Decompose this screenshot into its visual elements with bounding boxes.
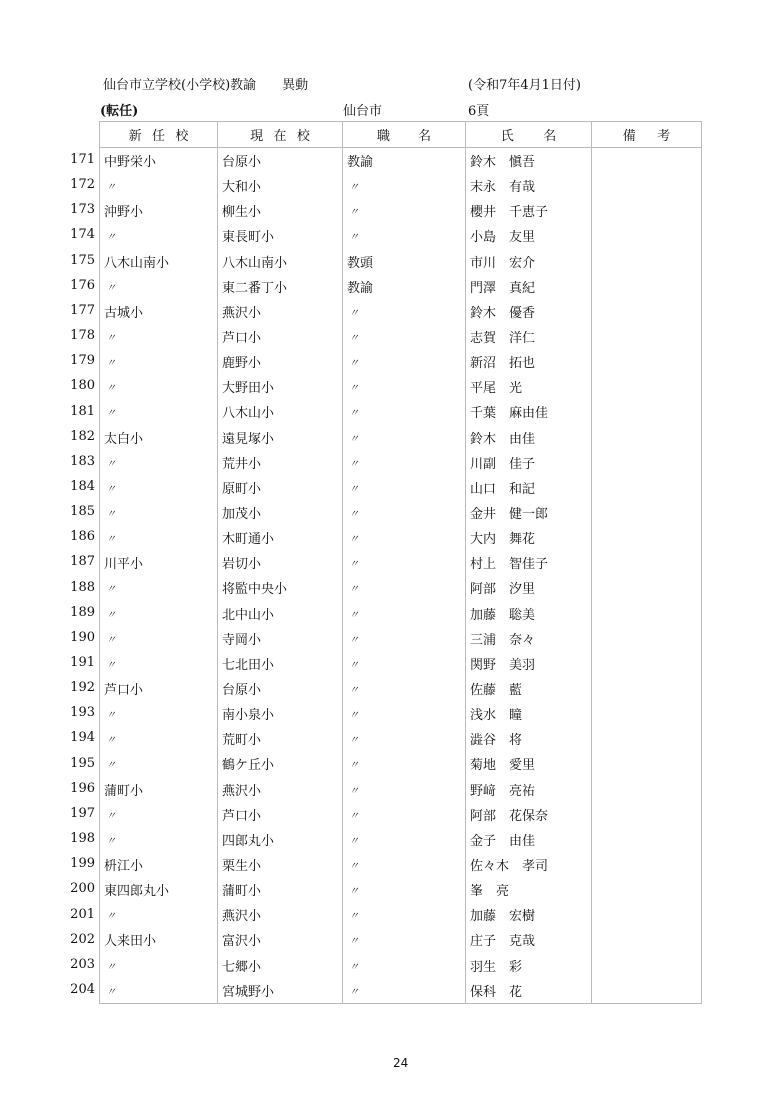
cell-current-school: 燕沢小 <box>218 299 343 324</box>
row-number: 175 <box>70 252 95 268</box>
cell-position: 〃 <box>343 902 466 927</box>
cell-new-school: 〃 <box>100 726 218 751</box>
cell-position: 〃 <box>343 374 466 399</box>
column-header-label: 新任校 <box>128 129 199 144</box>
cell-name: 佐々木 孝司 <box>466 852 592 877</box>
cell-position: 〃 <box>343 802 466 827</box>
cell-position: 〃 <box>343 777 466 802</box>
cell-new-school: 〃 <box>100 274 218 299</box>
cell-current-school: 将監中央小 <box>218 575 343 600</box>
cell-position: 〃 <box>343 550 466 575</box>
cell-position: 〃 <box>343 852 466 877</box>
cell-remarks <box>592 249 702 274</box>
cell-current-school: 南小泉小 <box>218 701 343 726</box>
table-row <box>100 274 702 299</box>
row-number: 181 <box>70 403 95 419</box>
cell-position: 〃 <box>343 827 466 852</box>
cell-position: 〃 <box>343 399 466 424</box>
cell-new-school: 〃 <box>100 827 218 852</box>
table-row <box>100 927 702 952</box>
cell-new-school: 中野栄小 <box>100 148 218 174</box>
cell-current-school: 七郷小 <box>218 953 343 978</box>
cell-name: 加藤 宏樹 <box>466 902 592 927</box>
cell-name: 志賀 洋仁 <box>466 324 592 349</box>
table-row <box>100 827 702 852</box>
cell-current-school: 岩切小 <box>218 550 343 575</box>
row-number: 185 <box>70 504 95 520</box>
row-number: 188 <box>70 579 95 595</box>
table-row <box>100 349 702 374</box>
cell-new-school: 古城小 <box>100 299 218 324</box>
table-row <box>100 575 702 600</box>
row-number: 174 <box>70 227 95 243</box>
row-number: 203 <box>70 956 95 972</box>
cell-remarks <box>592 475 702 500</box>
table-row <box>100 651 702 676</box>
cell-position: 〃 <box>343 927 466 952</box>
cell-position: 〃 <box>343 198 466 223</box>
table-row <box>100 751 702 776</box>
cell-name: 川副 佳子 <box>466 450 592 475</box>
column-header-char: 名 <box>417 129 431 144</box>
cell-current-school: 大和小 <box>218 173 343 198</box>
cell-position: 〃 <box>343 751 466 776</box>
cell-current-school: 八木山小 <box>218 399 343 424</box>
table-row <box>100 148 702 174</box>
cell-remarks <box>592 450 702 475</box>
cell-name: 浅水 瞳 <box>466 701 592 726</box>
cell-remarks <box>592 575 702 600</box>
cell-new-school: 〃 <box>100 751 218 776</box>
cell-new-school: 〃 <box>100 374 218 399</box>
table-row <box>100 500 702 525</box>
cell-new-school: 蒲町小 <box>100 777 218 802</box>
table-row <box>100 450 702 475</box>
cell-name: 野﨑 亮祐 <box>466 777 592 802</box>
cell-remarks <box>592 978 702 1004</box>
cell-new-school: 八木山南小 <box>100 249 218 274</box>
category-label: (転任) <box>100 104 139 119</box>
cell-current-school: 四郎丸小 <box>218 827 343 852</box>
cell-remarks <box>592 902 702 927</box>
column-header-position <box>343 122 466 148</box>
cell-current-school: 宮城野小 <box>218 978 343 1004</box>
cell-position: 〃 <box>343 349 466 374</box>
cell-current-school: 七北田小 <box>218 651 343 676</box>
cell-new-school: 〃 <box>100 978 218 1004</box>
cell-remarks <box>592 525 702 550</box>
column-header-char: 名 <box>543 129 557 144</box>
cell-current-school: 木町通小 <box>218 525 343 550</box>
table-row <box>100 173 702 198</box>
cell-name: 阿部 汐里 <box>466 575 592 600</box>
cell-new-school: 枡江小 <box>100 852 218 877</box>
cell-remarks <box>592 852 702 877</box>
table-row <box>100 299 702 324</box>
cell-remarks <box>592 751 702 776</box>
table-row <box>100 324 702 349</box>
cell-position: 〃 <box>343 726 466 751</box>
cell-name: 羽生 彩 <box>466 953 592 978</box>
column-header-new-school <box>100 122 218 148</box>
cell-current-school: 栗生小 <box>218 852 343 877</box>
column-header-char: 備 <box>622 129 636 144</box>
cell-position: 〃 <box>343 601 466 626</box>
table-row <box>100 425 702 450</box>
cell-current-school: 富沢小 <box>218 927 343 952</box>
cell-position: 教諭 <box>343 274 466 299</box>
cell-position: 〃 <box>343 676 466 701</box>
cell-current-school: 蒲町小 <box>218 877 343 902</box>
row-number: 171 <box>70 152 95 167</box>
cell-name: 小島 友里 <box>466 223 592 248</box>
cell-position: 〃 <box>343 324 466 349</box>
cell-current-school: 芦口小 <box>218 802 343 827</box>
row-number: 178 <box>70 328 95 344</box>
column-header-label: 現在校 <box>250 129 321 144</box>
cell-name: 山口 和記 <box>466 475 592 500</box>
cell-current-school: 東二番丁小 <box>218 274 343 299</box>
cell-name: 菊地 愛里 <box>466 751 592 776</box>
cell-current-school: 加茂小 <box>218 500 343 525</box>
cell-position: 〃 <box>343 475 466 500</box>
cell-new-school: 〃 <box>100 349 218 374</box>
table-row <box>100 550 702 575</box>
row-number: 194 <box>70 730 95 746</box>
cell-name: 庄子 克哉 <box>466 927 592 952</box>
table-row <box>100 978 702 1004</box>
table-row <box>100 953 702 978</box>
column-header-remarks <box>592 122 702 148</box>
cell-name: 阿部 花保奈 <box>466 802 592 827</box>
table-row <box>100 777 702 802</box>
cell-remarks <box>592 173 702 198</box>
table-row <box>100 223 702 248</box>
cell-name: 鈴木 優香 <box>466 299 592 324</box>
row-number: 204 <box>70 981 95 997</box>
cell-position: 〃 <box>343 525 466 550</box>
cell-new-school: 〃 <box>100 223 218 248</box>
cell-new-school: 〃 <box>100 701 218 726</box>
cell-remarks <box>592 324 702 349</box>
row-number: 177 <box>70 302 95 318</box>
cell-name: 新沼 拓也 <box>466 349 592 374</box>
table-row <box>100 701 702 726</box>
cell-name: 千葉 麻由佳 <box>466 399 592 424</box>
row-number: 191 <box>70 655 95 670</box>
page-number: 24 <box>393 1056 409 1070</box>
page-ref: 6頁 <box>468 104 490 119</box>
cell-new-school: 〃 <box>100 399 218 424</box>
cell-position: 〃 <box>343 223 466 248</box>
cell-new-school: 〃 <box>100 601 218 626</box>
cell-remarks <box>592 399 702 424</box>
table-row <box>100 198 702 223</box>
table-row <box>100 601 702 626</box>
row-number: 193 <box>70 705 95 721</box>
row-number: 196 <box>70 780 95 796</box>
cell-remarks <box>592 550 702 575</box>
cell-current-school: 鶴ケ丘小 <box>218 751 343 776</box>
row-number: 184 <box>70 478 95 494</box>
cell-new-school: 〃 <box>100 324 218 349</box>
column-header-current-school <box>218 122 343 148</box>
cell-remarks <box>592 374 702 399</box>
column-header-char: 氏 <box>500 129 514 144</box>
cell-current-school: 寺岡小 <box>218 626 343 651</box>
cell-current-school: 北中山小 <box>218 601 343 626</box>
cell-remarks <box>592 927 702 952</box>
cell-remarks <box>592 198 702 223</box>
city-label: 仙台市 <box>343 104 383 119</box>
cell-remarks <box>592 777 702 802</box>
cell-current-school: 荒町小 <box>218 726 343 751</box>
cell-new-school: 〃 <box>100 626 218 651</box>
cell-position: 教諭 <box>343 148 466 174</box>
cell-current-school: 八木山南小 <box>218 249 343 274</box>
cell-name: 市川 宏介 <box>466 249 592 274</box>
row-number: 201 <box>70 906 95 922</box>
cell-name: 鈴木 愼吾 <box>466 148 592 174</box>
cell-new-school: 〃 <box>100 802 218 827</box>
row-number: 190 <box>70 629 95 645</box>
row-number: 172 <box>70 177 95 193</box>
row-number: 199 <box>70 856 95 872</box>
cell-new-school: 芦口小 <box>100 676 218 701</box>
cell-name: 関野 美羽 <box>466 651 592 676</box>
column-header-char: 職 <box>376 129 390 144</box>
table-row <box>100 399 702 424</box>
cell-current-school: 柳生小 <box>218 198 343 223</box>
row-number: 186 <box>70 529 95 545</box>
cell-current-school: 遠見塚小 <box>218 425 343 450</box>
column-header-char: 考 <box>657 129 671 144</box>
cell-name: 峯 亮 <box>466 877 592 902</box>
cell-current-school: 鹿野小 <box>218 349 343 374</box>
cell-remarks <box>592 349 702 374</box>
cell-remarks <box>592 500 702 525</box>
cell-remarks <box>592 425 702 450</box>
row-number: 198 <box>70 831 95 847</box>
cell-remarks <box>592 601 702 626</box>
cell-remarks <box>592 877 702 902</box>
cell-name: 平尾 光 <box>466 374 592 399</box>
row-number: 189 <box>70 604 95 620</box>
row-number: 180 <box>70 378 95 394</box>
cell-position: 〃 <box>343 575 466 600</box>
cell-position: 〃 <box>343 299 466 324</box>
cell-position: 〃 <box>343 701 466 726</box>
cell-remarks <box>592 299 702 324</box>
cell-new-school: 川平小 <box>100 550 218 575</box>
table-header-row <box>100 122 702 148</box>
table-row <box>100 902 702 927</box>
cell-name: 金子 由佳 <box>466 827 592 852</box>
row-number: 197 <box>70 805 95 821</box>
cell-remarks <box>592 953 702 978</box>
cell-name: 澁谷 将 <box>466 726 592 751</box>
cell-position: 〃 <box>343 877 466 902</box>
cell-position: 〃 <box>343 651 466 676</box>
cell-new-school: 〃 <box>100 902 218 927</box>
cell-name: 末永 有哉 <box>466 173 592 198</box>
cell-remarks <box>592 148 702 174</box>
cell-position: 〃 <box>343 173 466 198</box>
cell-current-school: 燕沢小 <box>218 902 343 927</box>
cell-current-school: 台原小 <box>218 676 343 701</box>
transfer-table <box>99 121 702 1004</box>
cell-remarks <box>592 827 702 852</box>
cell-name: 門澤 真紀 <box>466 274 592 299</box>
cell-current-school: 荒井小 <box>218 450 343 475</box>
cell-new-school: 人来田小 <box>100 927 218 952</box>
cell-name: 金井 健一郎 <box>466 500 592 525</box>
table-row <box>100 676 702 701</box>
cell-position: 〃 <box>343 500 466 525</box>
table-row <box>100 852 702 877</box>
cell-current-school: 東長町小 <box>218 223 343 248</box>
cell-name: 加藤 聡美 <box>466 601 592 626</box>
cell-position: 〃 <box>343 978 466 1004</box>
cell-name: 村上 智佳子 <box>466 550 592 575</box>
column-header-name <box>466 122 592 148</box>
cell-new-school: 〃 <box>100 575 218 600</box>
cell-position: 〃 <box>343 953 466 978</box>
cell-name: 三浦 奈々 <box>466 626 592 651</box>
row-number: 183 <box>70 453 95 469</box>
document-title: 仙台市立学校(小学校)教諭 異動 <box>103 78 309 93</box>
row-number: 176 <box>70 277 95 293</box>
cell-current-school: 芦口小 <box>218 324 343 349</box>
cell-remarks <box>592 626 702 651</box>
row-number: 187 <box>70 554 95 570</box>
cell-position: 〃 <box>343 626 466 651</box>
cell-new-school: 〃 <box>100 525 218 550</box>
cell-current-school: 台原小 <box>218 148 343 174</box>
effective-date: (令和7年4月1日付) <box>468 78 581 93</box>
cell-name: 大内 舞花 <box>466 525 592 550</box>
cell-position: 教頭 <box>343 249 466 274</box>
cell-name: 保科 花 <box>466 978 592 1004</box>
cell-new-school: 〃 <box>100 651 218 676</box>
cell-name: 櫻井 千恵子 <box>466 198 592 223</box>
cell-position: 〃 <box>343 450 466 475</box>
cell-new-school: 〃 <box>100 500 218 525</box>
table-row <box>100 249 702 274</box>
cell-new-school: 沖野小 <box>100 198 218 223</box>
table-row <box>100 726 702 751</box>
cell-remarks <box>592 726 702 751</box>
cell-current-school: 燕沢小 <box>218 777 343 802</box>
cell-name: 鈴木 由佳 <box>466 425 592 450</box>
table-row <box>100 475 702 500</box>
table-row <box>100 626 702 651</box>
cell-new-school: 〃 <box>100 173 218 198</box>
table-row <box>100 802 702 827</box>
cell-remarks <box>592 701 702 726</box>
row-number: 195 <box>70 755 95 771</box>
cell-name: 佐藤 藍 <box>466 676 592 701</box>
cell-remarks <box>592 676 702 701</box>
table-row <box>100 374 702 399</box>
cell-new-school: 東四郎丸小 <box>100 877 218 902</box>
row-number: 200 <box>70 881 95 897</box>
row-number: 179 <box>70 353 95 369</box>
cell-remarks <box>592 802 702 827</box>
cell-position: 〃 <box>343 425 466 450</box>
row-number: 192 <box>70 680 95 696</box>
row-number: 173 <box>70 202 95 218</box>
table-row <box>100 525 702 550</box>
cell-new-school: 〃 <box>100 475 218 500</box>
table-row <box>100 877 702 902</box>
cell-current-school: 原町小 <box>218 475 343 500</box>
cell-current-school: 大野田小 <box>218 374 343 399</box>
cell-remarks <box>592 274 702 299</box>
row-number: 182 <box>70 428 95 444</box>
cell-remarks <box>592 223 702 248</box>
cell-remarks <box>592 651 702 676</box>
cell-new-school: 太白小 <box>100 425 218 450</box>
cell-new-school: 〃 <box>100 953 218 978</box>
cell-new-school: 〃 <box>100 450 218 475</box>
row-number: 202 <box>70 931 95 947</box>
